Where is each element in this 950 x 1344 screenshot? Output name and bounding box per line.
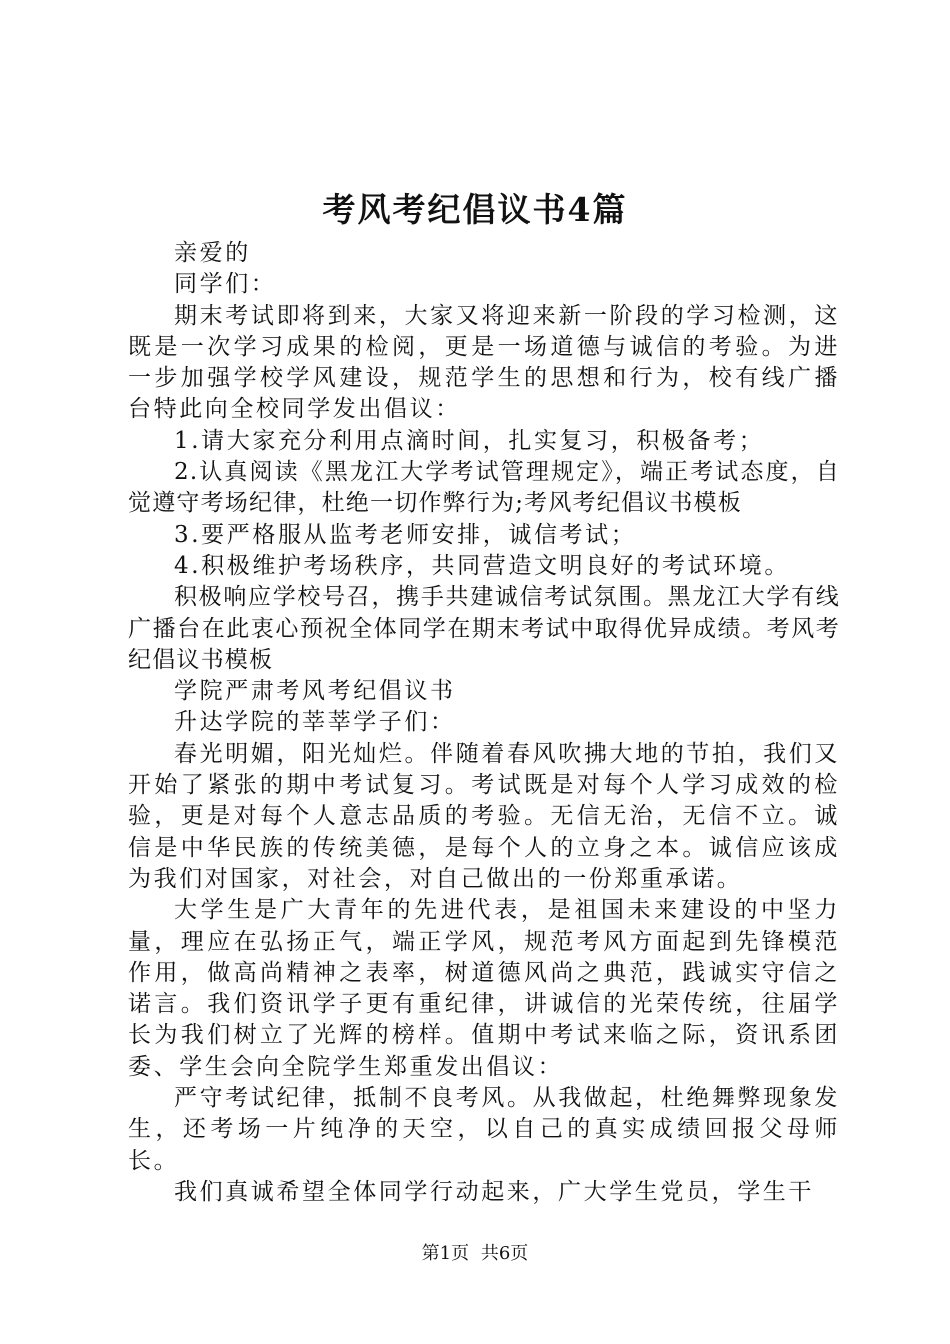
greeting-line-1: 亲爱的	[174, 240, 251, 266]
list-item: 3.要严格服从监考老师安排，诚信考试；	[174, 521, 637, 548]
document-title: 考风考纪倡议书4篇	[322, 190, 628, 229]
document-body	[128, 238, 840, 1208]
greeting-line-2: 同学们：	[174, 271, 277, 298]
list-item: 2.认真阅读《黑龙江大学考试管理规定》，端正考试态度，自觉遵守考场纪律，杜绝一切作弊行为;考风考纪倡议书模板	[128, 459, 840, 517]
page-total: 共6页	[480, 1243, 529, 1264]
page-number: 第1页	[421, 1243, 470, 1264]
list-item: 4.积极维护考场秩序，共同营造文明良好的考试环境。	[174, 552, 790, 579]
paragraph: 期末考试即将到来，大家又将迎来新一阶段的学习检测，这既是一次学习成果的检阅，更是一场道德与诚信的考验。为进一步加强学校学风建设，规范学生的思想和行为，校有线广播台特此向全校同学发出倡议：	[128, 302, 840, 423]
paragraph: 春光明媚，阳光灿烂。伴随着春风吹拂大地的节拍，我们又开始了紧张的期中考试复习。考试既是对每个人学习成效的检验，更是对每个人意志品质的考验。无信无治，无信不立。诚信是中华民族的传统美德，是每个人的立身之本。诚信应该成为我们对国家，对社会，对自己做出的一份郑重承诺。	[128, 740, 840, 892]
paragraph: 我们真诚希望全体同学行动起来，广大学生党员，学生干	[174, 1178, 814, 1205]
paragraph: 严守考试纪律，抵制不良考风。从我做起，杜绝舞弊现象发生，还考场一片纯净的天空，以自己的真实成绩回报父母师长。	[128, 1085, 840, 1174]
salutation: 升达学院的莘莘学子们：	[174, 709, 456, 736]
section-heading: 学院严肃考风考纪倡议书	[174, 678, 456, 705]
page-footer	[0, 1242, 950, 1266]
list-item: 1.请大家充分利用点滴时间，扎实复习，积极备考；	[174, 427, 765, 454]
paragraph: 积极响应学校号召，携手共建诚信考试氛围。黑龙江大学有线广播台在此衷心预祝全体同学在期末考试中取得优异成绩。考风考纪倡议书模板	[128, 584, 840, 673]
paragraph: 大学生是广大青年的先进代表，是祖国未来建设的中坚力量，理应在弘扬正气，端正学风，规范考风方面起到先锋模范作用，做高尚精神之表率，树道德风尚之典范，践诚实守信之诺言。我们资讯学子更有重纪律，讲诚信的光荣传统，往届学长为我们树立了光辉的榜样。值期中考试来临之际，资讯系团委、学生会向全院学生郑重发出倡议：	[128, 897, 840, 1080]
